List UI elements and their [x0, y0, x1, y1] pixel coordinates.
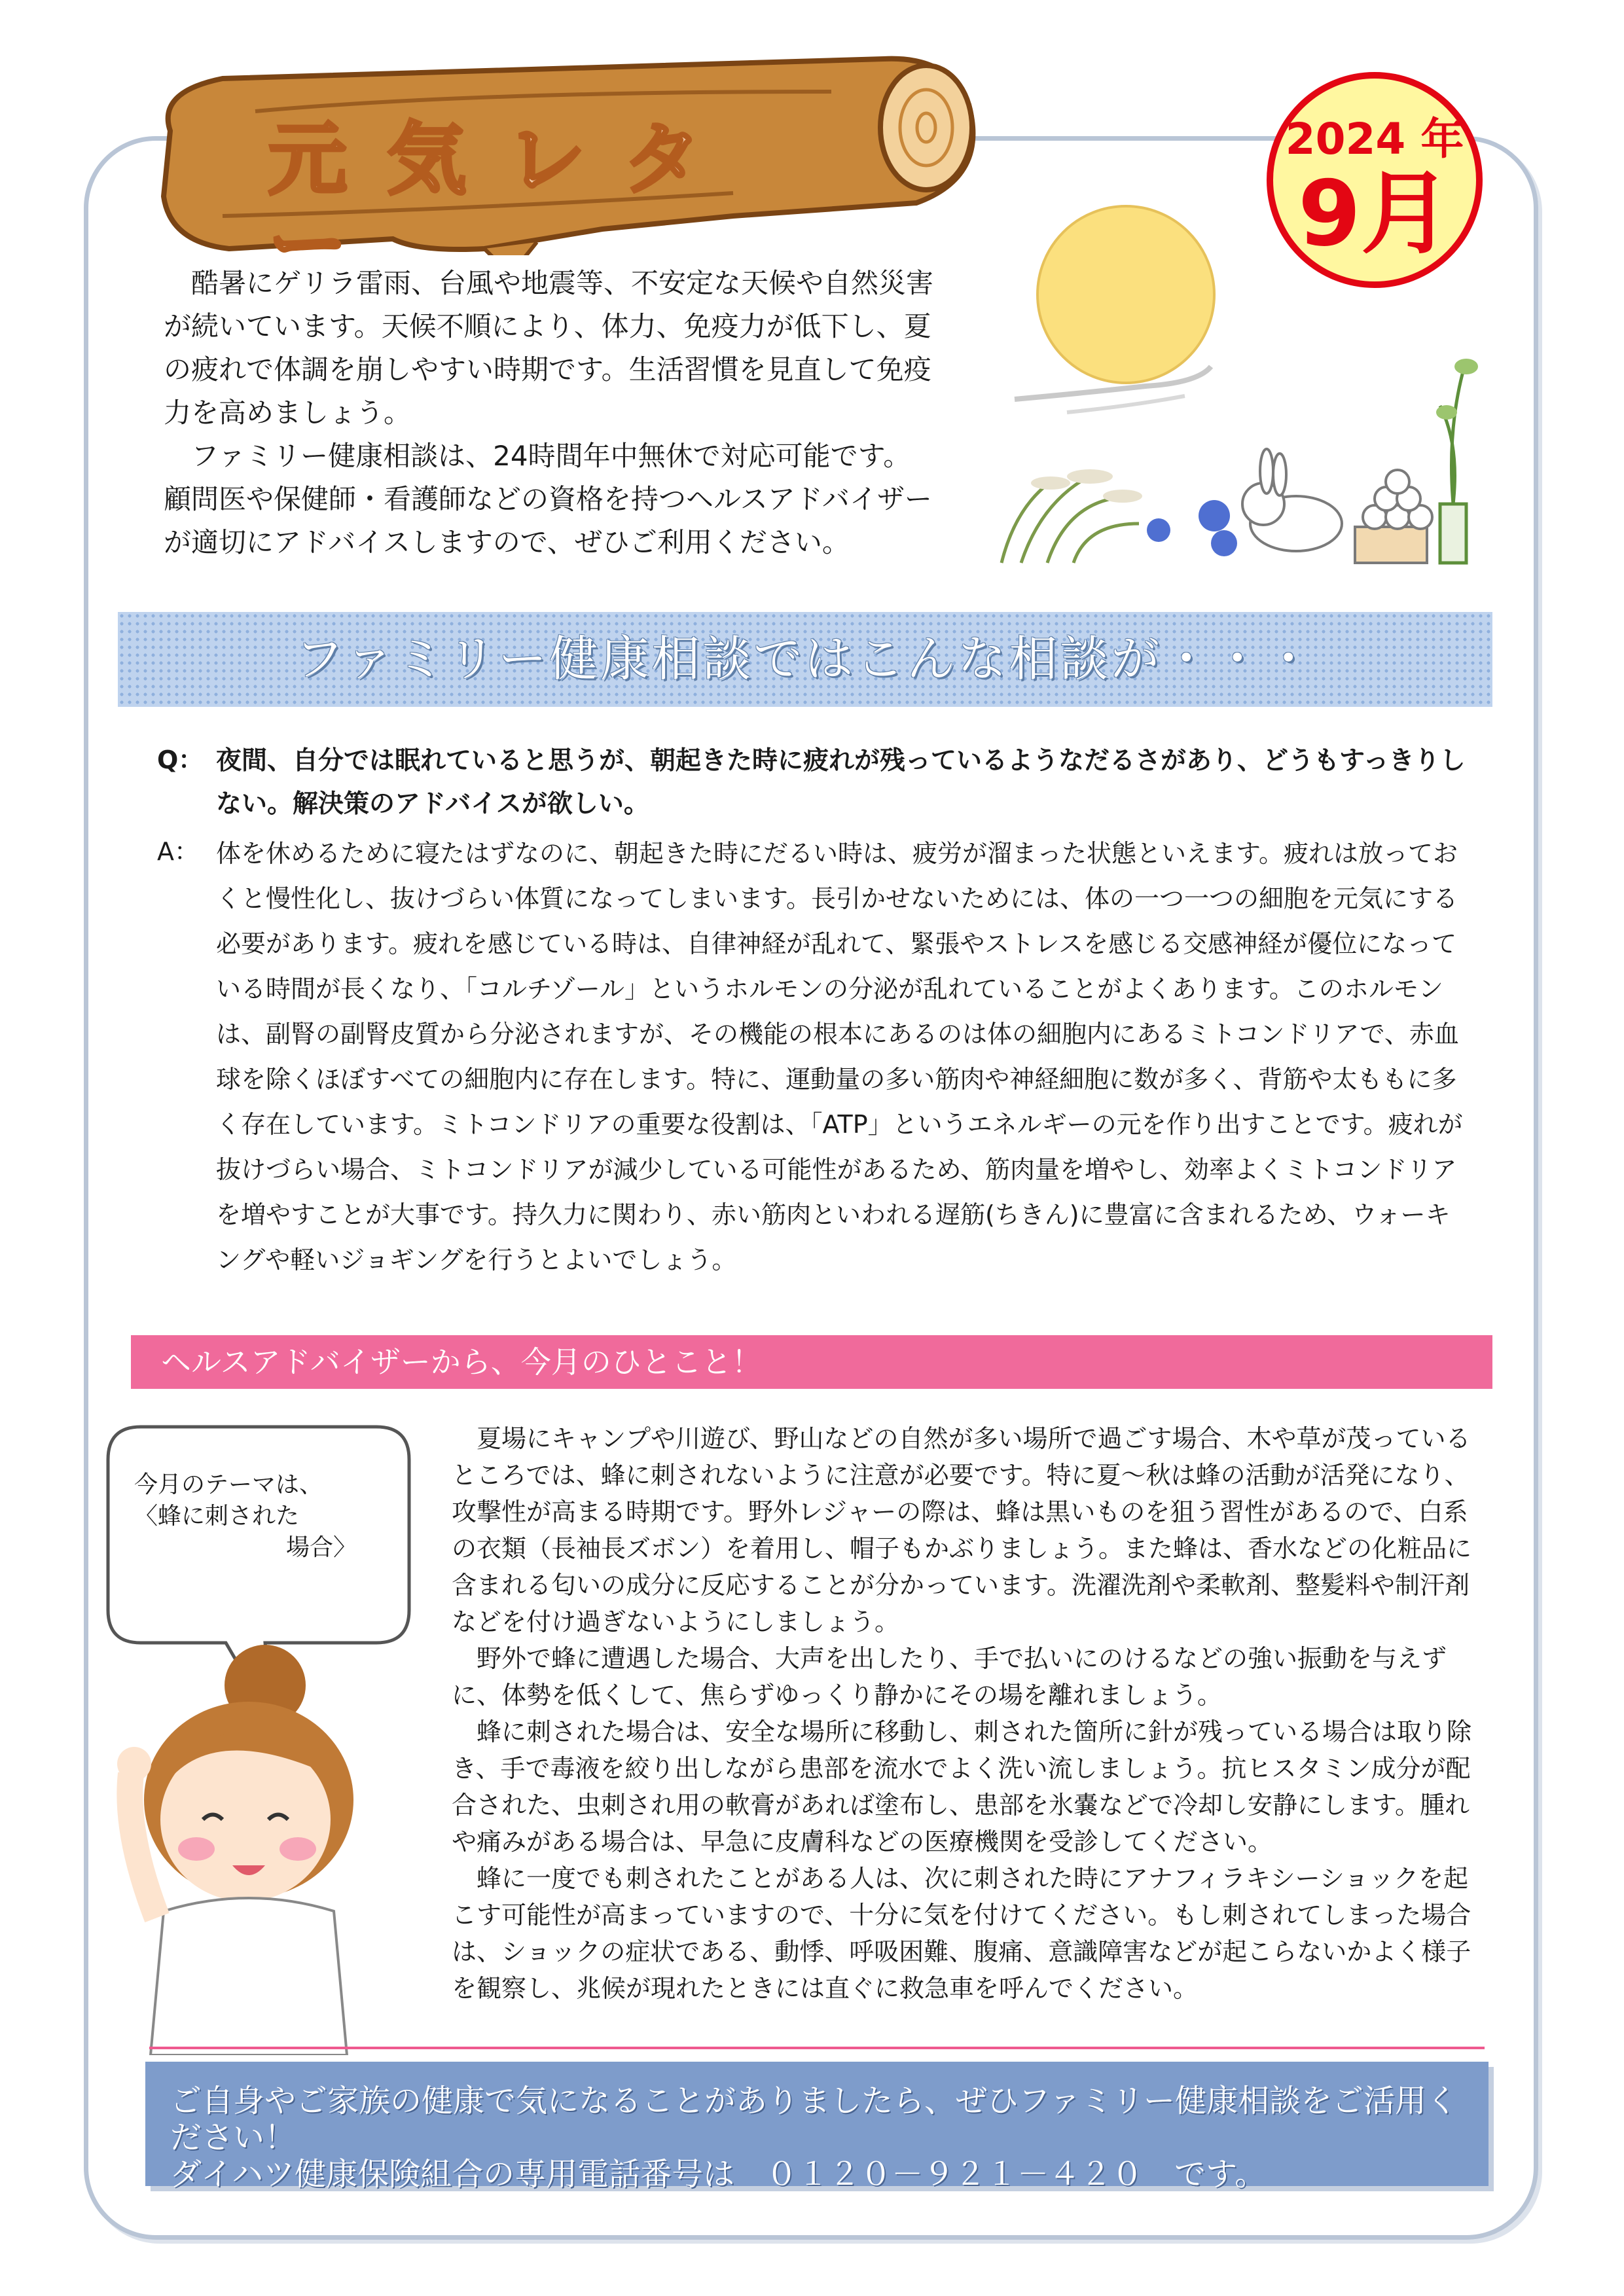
- page-title: 元気レター: [268, 115, 742, 291]
- answer-mark: A：: [157, 837, 199, 866]
- advice-paragraph: 野外で蜂に遭遇した場合、大声を出したり、手で払いにのけるなどの強い振動を与えずに、体勢を低くして、焦らずゆっくり静かにその場を離れましょう。: [452, 1644, 1447, 1710]
- advice-paragraph: 蜂に刺された場合は、安全な場所に移動し、刺された箇所に針が残っている場合は取り除き、手で毒液を絞り出しながら患部を流水でよく洗い流しましょう。抗ヒスタミン成分が配合された、虫刺され用の軟膏があれば塗布し、患部を氷嚢などで冷却し安静にします。腫れや痛みがある場合は、早急に皮膚科などの医療機関を受診してください。: [452, 1717, 1472, 1856]
- answer-text: 体を休めるために寝たはずなのに、朝起きた時にだるい時は、疲労が溜まった状態といえます。疲れは放っておくと慢性化し、抜けづらい体質になってしまいます。長引かせないためには、体の一つ一つの細胞を元気にする必要があります。疲れを感じている時は、自律神経が乱れて、緊張やストレスを感じる交感神経が優位になっている時間が長くなり、「コルチゾール」というホルモンの分泌が乱れていることがよくあります。このホルモンは、副腎の副腎皮質から分泌されますが、その機能の根本にあるのは体の細胞内にあるミトコンドリアで、赤血球を除くほぼすべての細胞内に存在します。特に、運動量の多い筋肉や神経細胞に数が多く、背筋や太ももに多く存在しています。ミトコンドリアの重要な役割は、「ATP」というエネルギーの元を作り出すことです。疲れが抜けづらい場合、ミトコンドリアが減少している可能性があるため、筋肉量を増やし、効率よくミトコンドリアを増やすことが大事です。持久力に関わり、赤い筋肉といわれる遅筋(ちきん)に豊富に含まれるため、ウォーキングや軽いジョギングを行うとよいでしょう。: [216, 839, 1463, 1274]
- bubble-line: 〈蜂に刺された: [134, 1503, 300, 1530]
- divider: [149, 2047, 1485, 2049]
- pampas-plumes: [1031, 469, 1142, 503]
- question-row: [157, 740, 1473, 826]
- nurse-illustration: [111, 1623, 386, 2055]
- footer-phone-line: ダイハツ健康保険組合の専用電話番号は ０１２０－９２１－４２０ です。: [170, 2156, 1267, 2193]
- advice-text: [452, 1420, 1479, 2007]
- advisor-section-header: ヘルスアドバイザーから、今月のひとこと！: [131, 1335, 1492, 1389]
- intro-text: [164, 262, 936, 564]
- moon-viewing-illustration: [988, 196, 1492, 576]
- footer-line: ご自身やご家族の健康で気になることがありましたら、ぜひファミリー健康相談をご活用ください！: [170, 2083, 1458, 2156]
- consult-section-header: [118, 612, 1492, 707]
- qa-section: [157, 740, 1473, 1283]
- bellflowers: [1147, 500, 1237, 556]
- question-text: 夜間、自分では眠れていると思うが、朝起きた時に疲れが残っているようなだるさがあり、どうもすっきりしない。解決策のアドバイスが欲しい。: [216, 746, 1466, 819]
- question-mark: Q：: [157, 745, 204, 774]
- intro-paragraph: 酷暑にゲリラ雷雨、台風や地震等、不安定な天候や自然災害が続いています。天候不順により、体力、免疫力が低下し、夏の疲れで体調を崩しやすい時期です。生活習慣を見直して免疫力を高めましょう。: [164, 267, 934, 429]
- rabbit: [1242, 449, 1342, 551]
- answer-row: [157, 831, 1473, 1283]
- date-year: 2024 年: [1285, 114, 1464, 164]
- full-moon: [1038, 206, 1214, 383]
- intro-paragraph: ファミリー健康相談は、24時間年中無休で対応可能です。顧問医や保健師・看護師などの資格を持つヘルスアドバイザーが適切にアドバイスしますので、ぜひご利用ください。: [164, 440, 932, 558]
- contact-footer: [145, 2062, 1489, 2193]
- vase-flowers: [1440, 360, 1466, 563]
- advice-paragraph: 蜂に一度でも刺されたことがある人は、次に刺された時にアナフィラキシーショックを起こす可能性が高まっていますので、十分に気を付けてください。もし刺されてしまった場合は、ショックの症状である、動悸、呼吸困難、腹痛、意識障害などが起こらないかよく様子を観察し、兆候が現れたときには直ぐに救急車を呼んでください。: [452, 1864, 1471, 2003]
- date-month: 9月: [1297, 161, 1452, 266]
- consult-header-text: ファミリー健康相談ではこんな相談が・・・: [295, 631, 1316, 687]
- tsukimi-dango: [1355, 470, 1432, 563]
- bubble-line: 今月のテーマは、: [134, 1471, 323, 1498]
- speech-bubble-text: [134, 1469, 357, 1564]
- bubble-line: 場合〉: [285, 1534, 357, 1561]
- advice-paragraph: 夏場にキャンプや川遊び、野山などの自然が多い場所で過ごす場合、木や草が茂っているところでは、蜂に刺されないように注意が必要です。特に夏～秋は蜂の活動が活発になり、攻撃性が高まる時期です。野外レジャーの際は、蜂は黒いものを狙う習性があるので、白系の衣類（長袖長ズボン）を着用し、帽子もかぶりましょう。また蜂は、香水などの化粧品に含まれる匂いの成分に反応することが分かっています。洗濯洗剤や柔軟剤、整髪料や制汗剤などを付け過ぎないようにしましょう。: [452, 1424, 1472, 1636]
